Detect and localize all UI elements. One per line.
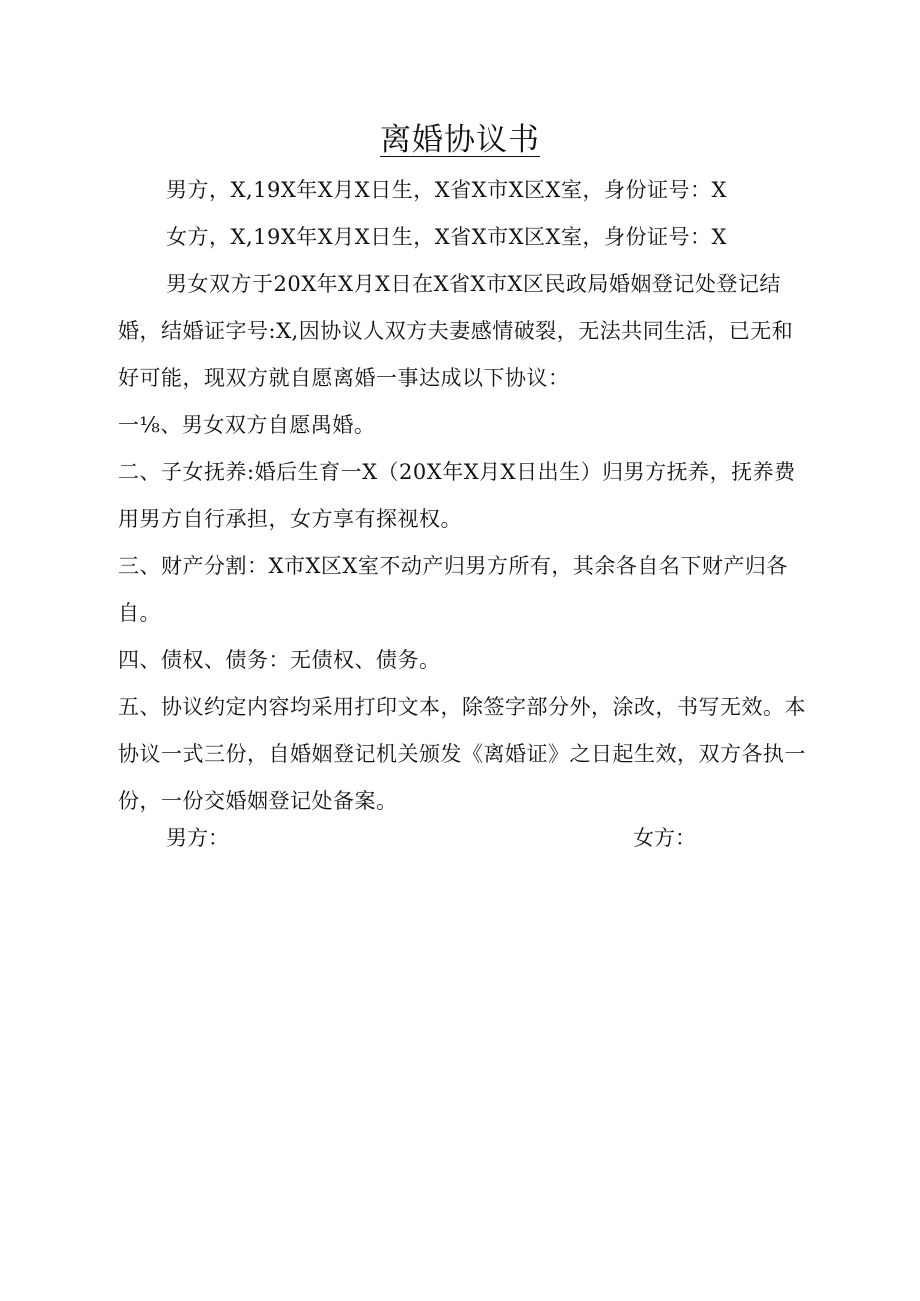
husband-info: 男方，X,19X年X月X日生，X省X市X区X室，身份证号：X [166,178,727,202]
clause-5: 五、协议约定内容均采用打印文本，除签字部分外，涂改，书写无效。本协议一式三份，自婚姻登记机关颁发《离婚证》之日起生效，双方各执一份，一份交婚姻登记处备案。 [118,695,806,813]
wife-info: 女方，X,19X年X月X日生，X省X市X区X室，身份证号：X [166,225,727,249]
clause-2: 二、子女抚养:婚后生育一X（20X年X月X日出生）归男方抚养，抚养费用男方自行承担，女方享有探视权。 [118,460,796,531]
clause-3: 三、财产分割：X市X区X室不动产归男方所有，其余各自名下财产归各自。 [118,554,788,625]
wife-signature-label: 女方： [633,826,696,850]
document-title [0,118,920,162]
husband-signature-label: 男方： [166,826,229,850]
clause-1: 一⅛、男女双方自愿禺婚。 [118,413,376,437]
document-body [118,167,808,825]
clause-4: 四、债权、债务：无债权、债务。 [118,648,441,672]
document-title-text: 离婚协议书 [380,122,540,158]
preamble-paragraph: 男女双方于20X年X月X日在X省X市X区民政局婚姻登记处登记结婚，结婚证字号:X,因协议人双方夫妻感情破裂，无法共同生活，已无和好可能，现双方就自愿离婚一事达成以下协议： [118,272,794,390]
